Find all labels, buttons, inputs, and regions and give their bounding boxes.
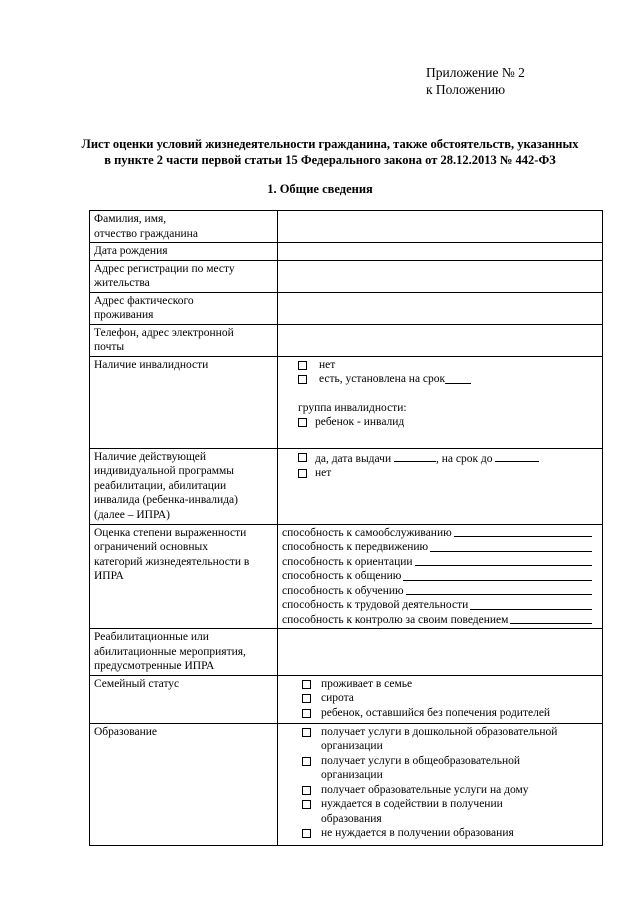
row-rehab xyxy=(90,629,603,676)
education-option[interactable] xyxy=(302,725,598,754)
assessment-label-line3: категорий жизнедеятельности в xyxy=(94,555,250,568)
checkbox-icon[interactable] xyxy=(298,453,307,462)
education-option-label-cont: образования xyxy=(321,812,382,825)
checkbox-icon[interactable] xyxy=(302,786,311,795)
row-fact-address xyxy=(90,292,603,324)
ipra-yes-option[interactable] xyxy=(298,450,598,467)
education-option-label: не нуждается в получении образования xyxy=(321,827,514,839)
checkbox-icon[interactable] xyxy=(298,418,307,427)
disability-label: Наличие инвалидности xyxy=(90,356,278,448)
checkbox-icon[interactable] xyxy=(302,694,311,703)
row-education xyxy=(90,723,603,845)
fio-value[interactable] xyxy=(278,211,603,243)
general-info-table xyxy=(89,210,603,846)
assessment-label-line4: ИПРА xyxy=(94,570,124,582)
ability-label: способность к самообслуживанию xyxy=(282,526,452,539)
phone-value[interactable] xyxy=(278,324,603,356)
checkbox-icon[interactable] xyxy=(302,800,311,809)
assessment-abilities xyxy=(278,524,603,629)
reg-address-label-line1: Адрес регистрации по месту xyxy=(94,262,235,275)
reg-address-label-line2: жительства xyxy=(94,277,150,289)
ability-label: способность к контролю за своим поведением xyxy=(282,613,509,626)
title-line-2: в пункте 2 части первой статьи 15 Федерального закона от 28.12.2013 № 442-ФЗ xyxy=(104,153,556,167)
ipra-no-label: нет xyxy=(315,467,332,479)
rehab-label-line2: абилитационные мероприятия, xyxy=(94,645,246,658)
ability-label: способность к ориентации xyxy=(282,555,413,568)
appendix-number: Приложение № 2 xyxy=(426,65,525,80)
ability-label: способность к передвижению xyxy=(282,541,429,553)
row-family xyxy=(90,675,603,723)
disability-group-label: группа инвалидности: xyxy=(298,401,407,414)
row-phone xyxy=(90,324,603,356)
family-option-label: сирота xyxy=(321,692,354,704)
disability-yes-label: есть, установлена на срок xyxy=(319,373,446,385)
birth-label: Дата рождения xyxy=(90,243,278,261)
checkbox-icon[interactable] xyxy=(298,469,307,478)
family-option[interactable] xyxy=(302,677,598,692)
appendix-reference: к Положению xyxy=(426,82,506,97)
education-option-label-cont: организации xyxy=(321,740,383,752)
education-option[interactable] xyxy=(302,826,598,841)
row-reg-address xyxy=(90,260,603,292)
education-option[interactable] xyxy=(302,783,598,798)
education-option-label-cont: организации xyxy=(321,769,383,781)
ability-line[interactable] xyxy=(282,598,592,613)
ipra-label-line3: реабилитации, абилитации xyxy=(94,479,227,492)
fact-address-value[interactable] xyxy=(278,292,603,324)
reg-address-value[interactable] xyxy=(278,260,603,292)
fio-label xyxy=(90,211,278,243)
phone-label xyxy=(90,324,278,356)
rehab-label-line1: Реабилитационные или xyxy=(94,631,209,643)
checkbox-icon[interactable] xyxy=(298,361,307,370)
document-title xyxy=(60,136,600,168)
ability-label: способность к трудовой деятельности xyxy=(282,599,469,611)
ability-line[interactable] xyxy=(282,540,592,555)
education-option-label: получает услуги в общеобразовательной xyxy=(321,754,521,767)
birth-value[interactable] xyxy=(278,243,603,261)
ipra-label xyxy=(90,448,278,524)
rehab-label xyxy=(90,629,278,676)
education-label: Образование xyxy=(90,723,278,845)
education-option-label: получает услуги в дошкольной образовательной xyxy=(321,725,558,738)
phone-label-line1: Телефон, адрес электронной xyxy=(94,326,234,339)
ipra-options xyxy=(278,448,603,524)
disability-no-option[interactable] xyxy=(298,358,598,373)
ability-label: способность к общению xyxy=(282,570,402,582)
appendix-header xyxy=(426,64,525,98)
row-assessment xyxy=(90,524,603,629)
education-option-label: нуждается в содействии в получении xyxy=(321,798,503,810)
ipra-label-line4: инвалида (ребенка-инвалида) xyxy=(94,494,238,506)
assessment-label xyxy=(90,524,278,629)
ipra-yes-label: да, дата выдачи xyxy=(315,452,392,465)
ipra-issue-date-blank[interactable] xyxy=(394,450,436,462)
checkbox-icon[interactable] xyxy=(302,757,311,766)
ipra-label-line5: (далее – ИПРА) xyxy=(94,508,171,521)
ability-line[interactable] xyxy=(282,555,592,570)
ability-line[interactable] xyxy=(282,584,592,599)
ability-line[interactable] xyxy=(282,613,592,628)
assessment-label-line1: Оценка степени выраженности xyxy=(94,526,247,539)
family-options xyxy=(278,675,603,723)
rehab-label-line3: предусмотренные ИПРА xyxy=(94,660,215,672)
reg-address-label xyxy=(90,260,278,292)
section-title: 1. Общие сведения xyxy=(267,182,373,196)
disability-options xyxy=(278,356,603,448)
family-label: Семейный статус xyxy=(90,675,278,723)
ipra-no-option[interactable] xyxy=(298,466,598,481)
ability-line[interactable] xyxy=(282,526,592,541)
disability-no-label: нет xyxy=(319,358,336,371)
fact-address-label-line2: проживания xyxy=(94,309,154,321)
ipra-label-line2: индивидуальной программы xyxy=(94,465,234,477)
education-option-label: получает образовательные услуги на дому xyxy=(321,783,529,796)
education-options xyxy=(278,723,603,845)
checkbox-icon[interactable] xyxy=(302,829,311,838)
rehab-value[interactable] xyxy=(278,629,603,676)
fact-address-label-line1: Адрес фактического xyxy=(94,294,194,307)
fio-label-line2: отчество гражданина xyxy=(94,227,198,240)
fact-address-label xyxy=(90,292,278,324)
ability-line[interactable] xyxy=(282,569,592,584)
row-birth xyxy=(90,243,603,261)
checkbox-icon[interactable] xyxy=(298,375,307,384)
education-option[interactable] xyxy=(302,797,598,826)
fio-label-line1: Фамилия, имя, xyxy=(94,213,167,225)
ipra-label-line1: Наличие действующей xyxy=(94,450,207,463)
education-option[interactable] xyxy=(302,754,598,783)
disability-yes-option[interactable] xyxy=(298,372,598,387)
title-line-1: Лист оценки условий жизнедеятельности гражданина, также обстоятельств, указанных xyxy=(81,137,579,151)
phone-label-line2: почты xyxy=(94,341,125,353)
row-ipra xyxy=(90,448,603,524)
ability-label: способность к обучению xyxy=(282,584,404,597)
row-fio xyxy=(90,211,603,243)
checkbox-icon[interactable] xyxy=(302,709,311,718)
disability-term-blank[interactable] xyxy=(445,372,471,384)
disability-child-label: ребенок - инвалид xyxy=(315,416,405,428)
checkbox-icon[interactable] xyxy=(302,680,311,689)
ipra-term-blank[interactable] xyxy=(495,450,539,462)
disability-child-option[interactable] xyxy=(298,415,598,430)
row-disability xyxy=(90,356,603,448)
family-option[interactable] xyxy=(302,706,598,721)
ipra-term-label: , на срок до xyxy=(435,452,493,465)
family-option-label: ребенок, оставшийся без попечения родителей xyxy=(321,706,551,719)
assessment-label-line2: ограничений основных xyxy=(94,541,208,553)
family-option[interactable] xyxy=(302,691,598,706)
checkbox-icon[interactable] xyxy=(302,728,311,737)
family-option-label: проживает в семье xyxy=(321,677,413,690)
